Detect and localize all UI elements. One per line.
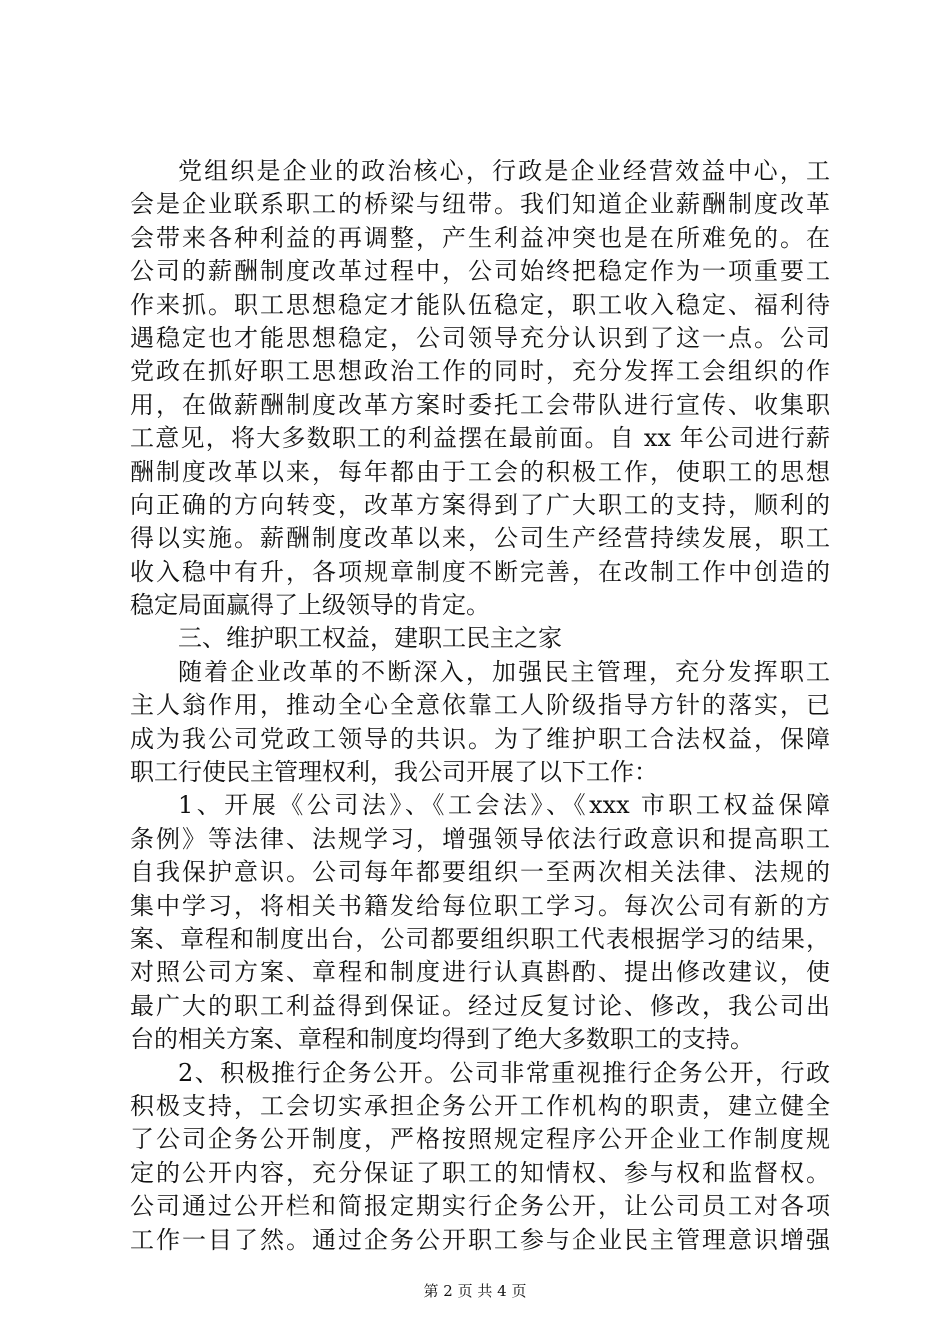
text-line: 党政在抓好职工思想政治工作的同时，充分发挥工会组织的作: [130, 357, 830, 386]
text-line: 积极支持，工会切实承担企务公开工作机构的职责，建立健全: [130, 1091, 830, 1120]
text-line: 自我保护意识。公司每年都要组织一至两次相关法律、法规的: [130, 858, 830, 887]
text-line: 条例》等法律、法规学习，增强领导依法行政意识和提高职工: [130, 824, 830, 853]
text-line: 对照公司方案、章程和制度进行认真斟酌、提出修改建议，使: [130, 958, 830, 987]
text-line: 最广大的职工利益得到保证。经过反复讨论、修改，我公司出: [130, 991, 830, 1020]
text-line: 工意见，将大多数职工的利益摆在最前面。自 xx 年公司进行薪: [130, 424, 830, 453]
text-line: 用，在做薪酬制度改革方案时委托工会带队进行宣传、收集职: [130, 390, 830, 419]
text-line: 公司通过公开栏和简报定期实行企务公开，让公司员工对各项: [130, 1192, 830, 1221]
text-line: 会带来各种利益的再调整，产生利益冲突也是在所难免的。在: [130, 223, 830, 252]
text-line: 三、维护职工权益，建职工民主之家: [178, 624, 562, 653]
text-line: 会是企业联系职工的桥梁与纽带。我们知道企业薪酬制度改革: [130, 190, 830, 219]
text-line: 收入稳中有升，各项规章制度不断完善，在改制工作中创造的: [130, 557, 830, 586]
page-footer: 第 2 页 共 4 页: [423, 1282, 527, 1300]
text-line: 职工行使民主管理权利，我公司开展了以下工作：: [130, 758, 658, 787]
text-line: 得以实施。薪酬制度改革以来，公司生产经营持续发展，职工: [130, 524, 830, 553]
text-line: 2、积极推行企务公开。公司非常重视推行企务公开，行政: [178, 1058, 830, 1087]
text-line: 公司的薪酬制度改革过程中，公司始终把稳定作为一项重要工: [130, 257, 830, 286]
document-body: [130, 155, 830, 1257]
text-line: 案、章程和制度出台，公司都要组织职工代表根据学习的结果，: [130, 924, 830, 953]
text-line: 集中学习，将相关书籍发给每位职工学习。每次公司有新的方: [130, 891, 830, 920]
text-line: 了公司企务公开制度，严格按照规定程序公开企业工作制度规: [130, 1125, 830, 1154]
text-line: 主人翁作用，推动全心全意依靠工人阶级指导方针的落实，已: [130, 691, 830, 720]
text-line: 作来抓。职工思想稳定才能队伍稳定，职工收入稳定、福利待: [130, 290, 830, 319]
text-line: 酬制度改革以来，每年都由于工会的积极工作，使职工的思想: [130, 457, 830, 486]
text-line: 向正确的方向转变，改革方案得到了广大职工的支持，顺利的: [130, 490, 830, 519]
text-line: 随着企业改革的不断深入，加强民主管理，充分发挥职工: [178, 657, 830, 686]
text-line: 1、开展《公司法》、《工会法》、《xxx 市职工权益保障: [178, 791, 830, 820]
text-line: 党组织是企业的政治核心，行政是企业经营效益中心，工: [178, 157, 830, 185]
text-line: 台的相关方案、章程和制度均得到了绝大多数职工的支持。: [130, 1025, 754, 1054]
text-line: 工作一目了然。通过企务公开职工参与企业民主管理意识增强: [130, 1225, 830, 1254]
text-line: 稳定局面赢得了上级领导的肯定。: [130, 591, 490, 620]
text-line: 成为我公司党政工领导的共识。为了维护职工合法权益，保障: [130, 724, 830, 753]
text-line: 定的公开内容，充分保证了职工的知情权、参与权和监督权。: [130, 1158, 830, 1187]
text-line: 遇稳定也才能思想稳定，公司领导充分认识到了这一点。公司: [130, 323, 830, 352]
